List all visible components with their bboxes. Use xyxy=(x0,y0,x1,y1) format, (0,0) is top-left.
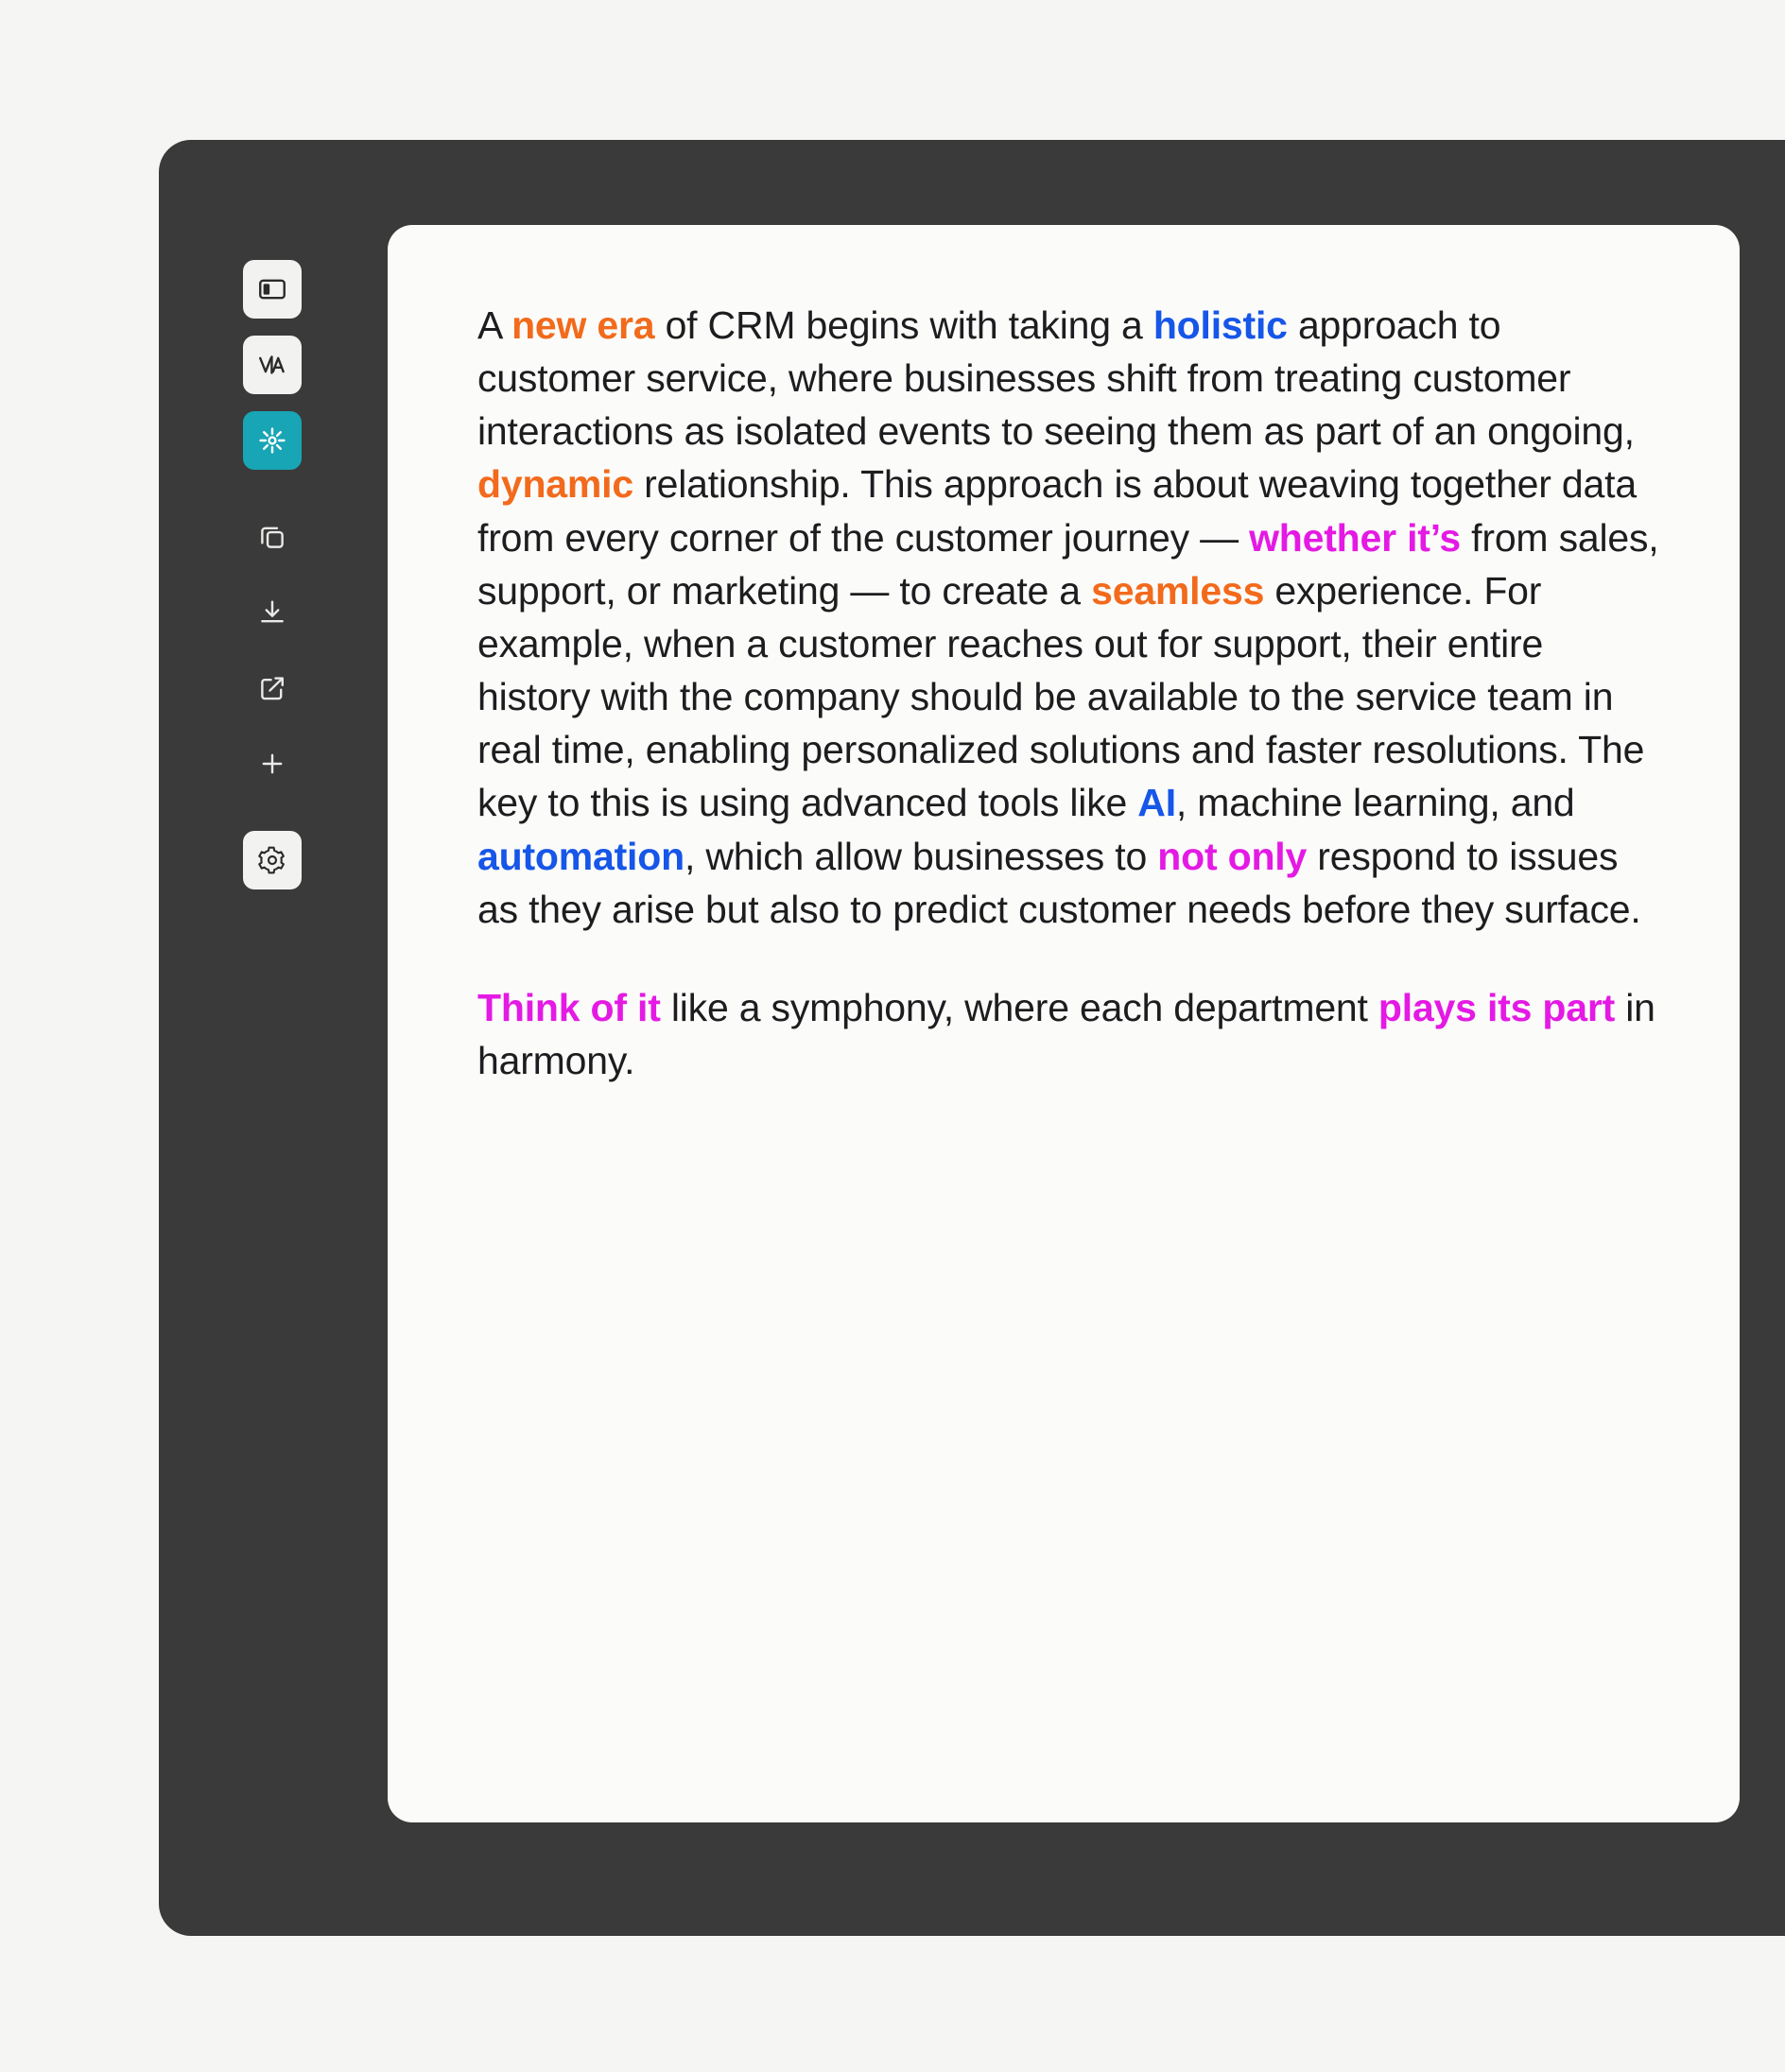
document-card[interactable] xyxy=(388,225,1740,1822)
highlight-run-magenta: plays its part xyxy=(1378,985,1616,1029)
highlight-run-blue: automation xyxy=(477,834,685,878)
highlight-run-blue: AI xyxy=(1137,781,1176,825)
sidebar-toggle-button[interactable] xyxy=(243,260,302,319)
text-style-icon xyxy=(256,349,288,381)
gear-icon xyxy=(257,845,287,875)
highlight-run-orange: dynamic xyxy=(477,462,633,507)
text-run: approach to customer service, where businesses shift from treating customer interactions as isolated events to seeing them as part of an ongoing, xyxy=(477,303,1635,454)
paragraph xyxy=(477,299,1659,936)
download-button[interactable] xyxy=(243,583,302,642)
text-run: respond to issues as they arise but also to predict customer needs before they surface. xyxy=(477,834,1641,931)
text-run: , which allow businesses to xyxy=(684,834,1158,878)
plus-icon xyxy=(256,748,288,780)
summarize-button[interactable] xyxy=(243,411,302,470)
document-text[interactable] xyxy=(477,299,1659,1132)
collapse-center-icon xyxy=(256,424,288,457)
external-link-icon xyxy=(256,672,288,704)
highlight-run-orange: new era xyxy=(511,303,655,347)
text-run: from sales, support, or marketing — to create a xyxy=(477,515,1659,613)
left-toolbar xyxy=(236,260,308,906)
text-run: experience. For example, when a customer reaches out for support, their entire history with the company should be available to the service team in real time, enabling personalized solutions and faster resolutions. The key to this is using advanced tools like xyxy=(477,568,1645,825)
text-run: relationship. This approach is about weaving together data from every corner of the customer journey — xyxy=(477,462,1637,560)
add-button[interactable] xyxy=(243,734,302,793)
copy-icon xyxy=(256,521,288,553)
highlight-run-magenta: Think of it xyxy=(477,985,661,1029)
highlight-run-orange: seamless xyxy=(1091,568,1265,613)
text-run: of CRM begins with taking a xyxy=(654,303,1153,347)
highlight-run-magenta: not only xyxy=(1157,834,1308,878)
highlight-run-magenta: whether it’s xyxy=(1249,515,1461,560)
text-run: , machine learning, and xyxy=(1175,781,1575,825)
highlight-run-blue: holistic xyxy=(1152,303,1288,347)
text-style-button[interactable] xyxy=(243,336,302,394)
copy-button[interactable] xyxy=(243,508,302,566)
text-run: A xyxy=(477,303,512,347)
open-external-button[interactable] xyxy=(243,659,302,717)
paragraph xyxy=(477,981,1659,1087)
download-icon xyxy=(256,596,288,629)
text-run: like a symphony, where each department xyxy=(660,985,1378,1029)
text-run: in harmony. xyxy=(477,985,1655,1083)
panel-layout-icon xyxy=(256,273,288,305)
settings-button[interactable] xyxy=(243,831,302,889)
